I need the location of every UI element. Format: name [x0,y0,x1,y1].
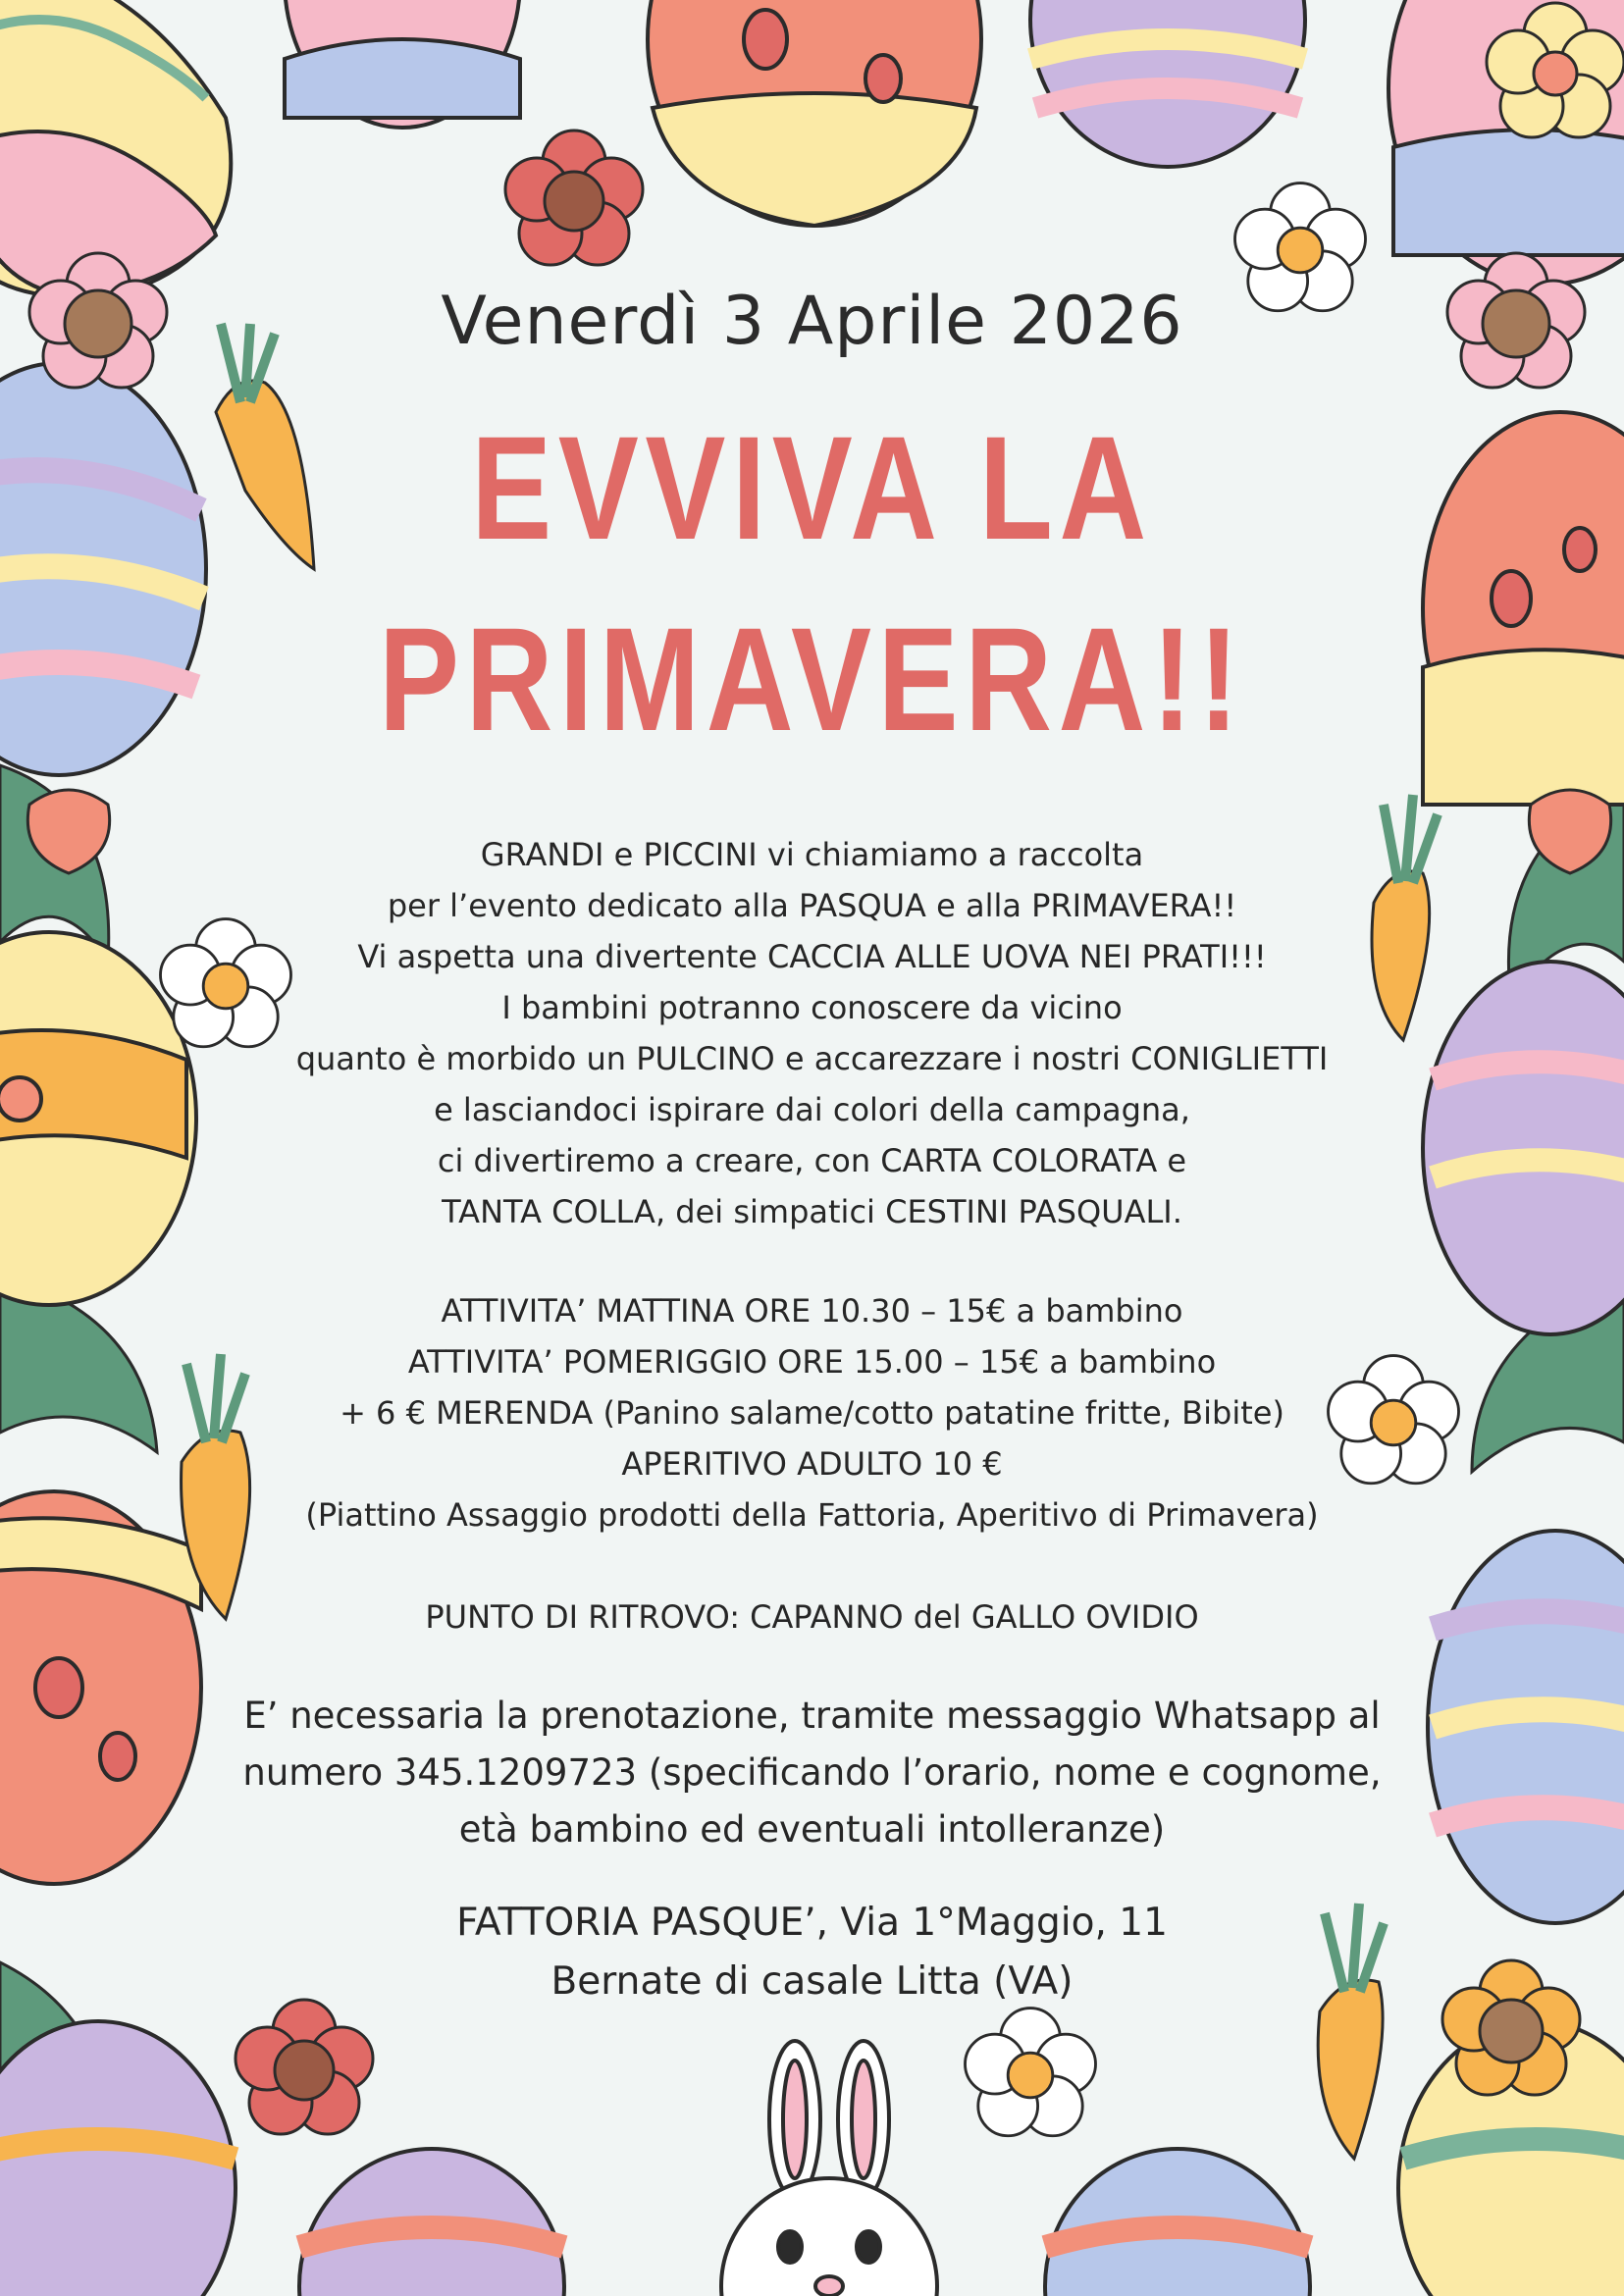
flower-icon [236,2000,373,2134]
price-line: ATTIVITA’ MATTINA ORE 10.30 – 15€ a bambino [441,1292,1183,1330]
address-line: FATTORIA PASQUE’, Via 1°Maggio, 11 [456,1901,1168,1945]
title-line-2: PRIMAVERA!! [378,597,1246,761]
intro-line: e lasciandoci ispirare dai colori della campagna, [434,1091,1190,1128]
meeting-point: PUNTO DI RITROVO: CAPANNO del GALLO OVIDIO [425,1598,1199,1636]
price-line: ATTIVITA’ POMERIGGIO ORE 15.00 – 15€ a bambino [407,1343,1217,1381]
intro-line: ci divertiremo a creare, con CARTA COLORATA e [437,1142,1187,1179]
booking-line: numero 345.1209723 (specificando l’orario, nome e cognome, [242,1751,1382,1794]
price-list [0,1285,1624,1540]
page-title [146,392,1478,775]
easter-egg-icon [299,2149,564,2296]
booking-line: E’ necessaria la prenotazione, tramite messaggio Whatsapp al [243,1695,1381,1737]
price-line: APERITIVO ADULTO 10 € [621,1445,1003,1483]
event-date: Venerdì 3 Aprile 2026 [441,283,1183,360]
address-line: Bernate di casale Litta (VA) [550,1959,1074,2004]
easter-egg-icon [285,0,520,128]
easter-egg-icon [1030,0,1305,167]
intro-line: I bambini potranno conoscere da vicino [501,989,1123,1026]
price-line: + 6 € MERENDA (Panino salame/cotto patatine fritte, Bibite) [340,1394,1284,1432]
easter-egg-icon [0,0,231,297]
booking-info [0,1688,1624,1858]
intro-paragraph [0,829,1624,1237]
intro-line: Vi aspetta una divertente CACCIA ALLE UOVA NEI PRATI!!! [357,938,1267,975]
intro-line: quanto è morbido un PULCINO e accarezzare i nostri CONIGLIETTI [295,1040,1329,1077]
title-line-1: EVVIVA LA [471,405,1153,570]
bunny-icon [721,2041,937,2296]
easter-egg-icon [1045,2149,1310,2296]
intro-line: TANTA COLLA, dei simpatici CESTINI PASQUALI. [442,1193,1182,1230]
intro-line: GRANDI e PICCINI vi chiamiamo a raccolta [480,836,1144,873]
intro-line: per l’evento dedicato alla PASQUA e alla PRIMAVERA!! [387,887,1237,924]
price-line: (Piattino Assaggio prodotti della Fattoria, Aperitivo di Primavera) [305,1496,1319,1534]
flower-icon [966,2009,1096,2136]
easter-egg-icon [648,0,981,226]
easter-egg-icon [0,2021,236,2296]
booking-line: età bambino ed eventuali intolleranze) [458,1808,1166,1851]
flower-icon [505,130,643,265]
farm-address [0,1894,1624,2011]
